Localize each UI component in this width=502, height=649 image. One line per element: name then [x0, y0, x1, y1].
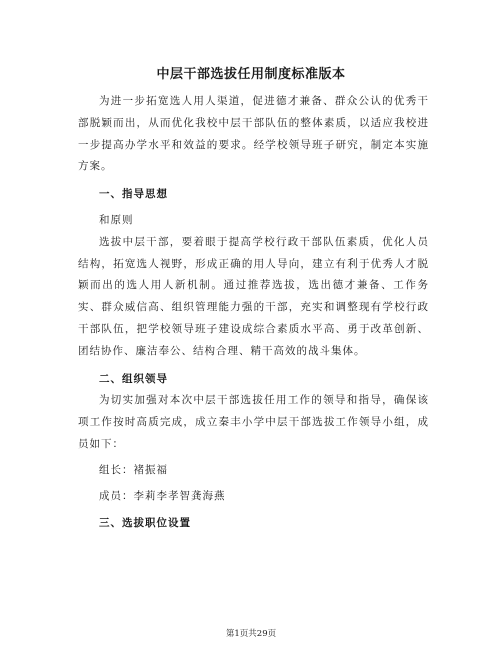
section-heading-positions: 三、选拔职位设置	[99, 517, 191, 530]
section-heading-guiding-principles: 一、指导思想	[99, 188, 168, 201]
group-members-line: 成员：李莉李孝智龚海燕	[99, 489, 226, 502]
organization-paragraph: 为切实加强对本次中层干部选拔任用工作的领导和指导，确保该项工作按时高质完成，成立秦丰小学中层干部选拔工作领导小组，成员如下：	[78, 394, 429, 450]
group-leader-line: 组长：褚振福	[99, 463, 168, 476]
section-heading-organization: 二、组织领导	[99, 372, 168, 385]
document-body	[78, 91, 429, 535]
intro-paragraph: 为进一步拓宽选人用人渠道，促进德才兼备、群众公认的优秀干部脱颖而出，从而优化我校中层干部队伍的整体素质，以适应我校进一步提高办学水平和效益的要求。经学校领导班子研究，制定本实施方案。	[78, 95, 429, 173]
guiding-principles-paragraph: 选拔中层干部，要着眼于提高学校行政干部队伍素质，优化人员结构，拓宽选人视野，形成正确的用人导向，建立有利于优秀人才脱颖而出的选人用人新机制。通过推荐选拔，选出德才兼备、工作务实、群众威信高、组织管理能力强的干部，充实和调整现有学校行政干部队伍，把学校领导班子建设成综合素质水平高、勇于改革创新、团结协作、廉洁奉公、结构合理、精干高效的战斗集体。	[78, 235, 429, 357]
section-subheading-principles: 和原则	[99, 213, 134, 226]
page-number-footer: 第1页共29页	[225, 629, 277, 639]
document-title: 中层干部选拔任用制度标准版本	[156, 67, 346, 82]
